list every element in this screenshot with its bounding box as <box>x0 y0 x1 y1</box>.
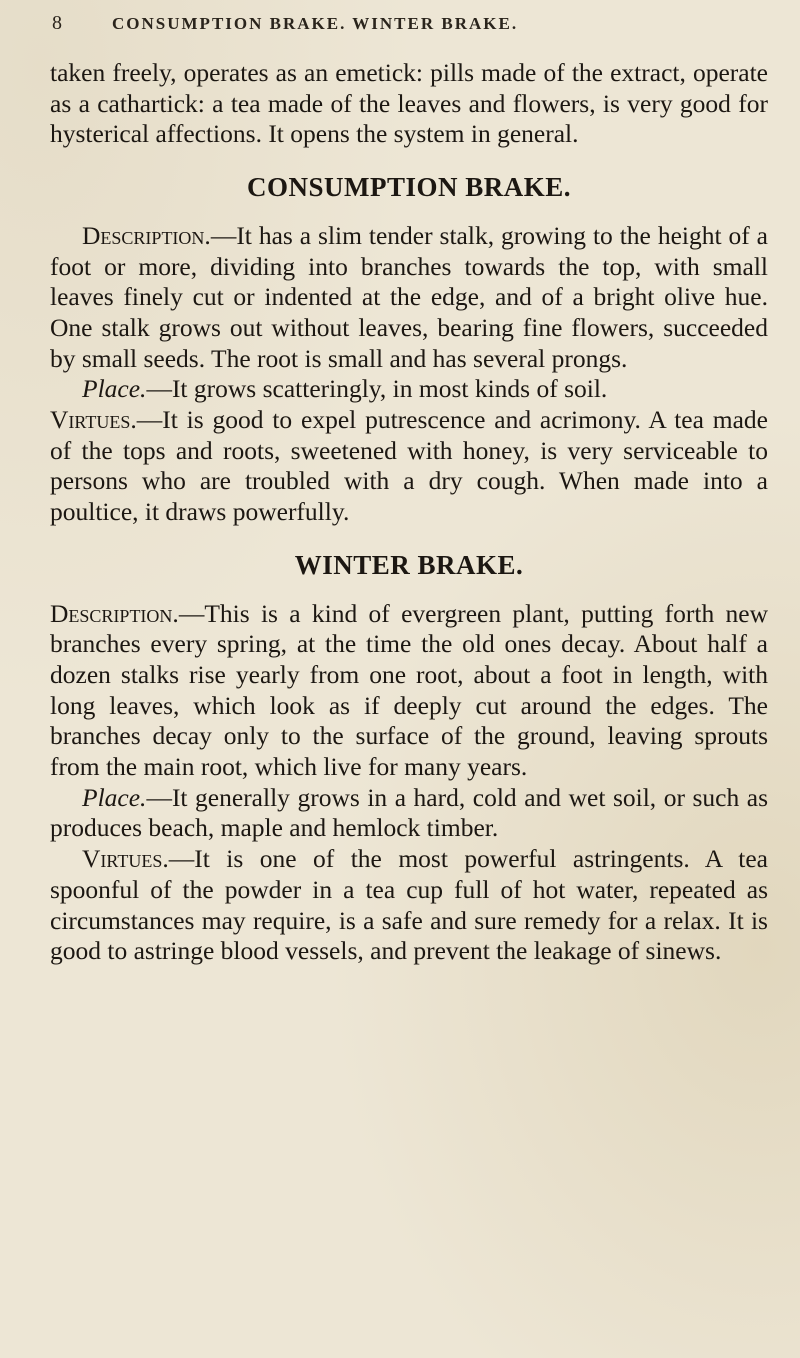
page-number: 8 <box>52 12 64 34</box>
consumption-virtues-paragraph <box>50 405 768 528</box>
winter-place-label: Place. <box>82 782 147 812</box>
winter-virtues-paragraph <box>50 844 768 967</box>
winter-virtues-label: Virtues. <box>82 844 169 874</box>
consumption-description-label: Description. <box>82 220 211 250</box>
section-heading-consumption-brake: CONSUMPTION BRAKE. <box>246 172 572 203</box>
consumption-place-text: —It grows scatteringly, in most kinds of soil. <box>146 374 608 404</box>
section-heading-winter-brake: WINTER BRAKE. <box>294 549 524 580</box>
consumption-description-paragraph <box>50 221 768 375</box>
winter-description-text: —This is a kind of evergreen plant, putting forth new branches every spring, at the time the old ones decay. About half a dozen stalks rise yearly from one root, about a foot in length, with long leaves, which look as if deeply cut around the edges. The branches decay only to the surface of the ground, leaving sprouts from the main root, which live for many years. <box>50 598 768 782</box>
consumption-description-text: —It has a slim tender stalk, growing to the height of a foot or more, dividing into branches towards the top, with small leaves finely cut or indented at the edge, and of a bright olive hue. One stalk grows out without leaves, bearing fine flowers, succeeded by small seeds. The root is small and has several prongs. <box>50 220 768 373</box>
winter-description-paragraph <box>50 599 768 783</box>
intro-paragraph: taken freely, operates as an emetick: pills made of the extract, operate as a cathartick: a tea made of the leaves and flowers, is very good for hysterical affections. It opens the system in general. <box>50 58 768 149</box>
winter-place-paragraph <box>50 783 768 844</box>
running-header <box>52 10 772 42</box>
body-text <box>50 58 768 967</box>
running-title: CONSUMPTION BRAKE. WINTER BRAKE. <box>112 14 519 33</box>
consumption-virtues-text: —It is good to expel putrescence and acrimony. A tea made of the tops and roots, sweetened with honey, is very serviceable to persons who are troubled with a dry cough. When made into a poultice, it draws powerfully. <box>50 405 768 527</box>
winter-description-label: Description. <box>50 598 179 628</box>
consumption-place-label: Place. <box>82 374 147 404</box>
consumption-place-paragraph <box>50 374 768 405</box>
consumption-virtues-label: Virtues. <box>50 405 137 435</box>
winter-virtues-text: —It is one of the most powerful astringents. A tea spoonful of the powder in a tea cup full of hot water, repeated as circumstances may require, is a safe and sure remedy for a relax. It is good to astringe blood vessels, and prevent the leakage of sinews. <box>50 844 768 966</box>
winter-place-text: —It generally grows in a hard, cold and wet soil, or such as produces beach, maple and hemlock timber. <box>50 782 768 843</box>
